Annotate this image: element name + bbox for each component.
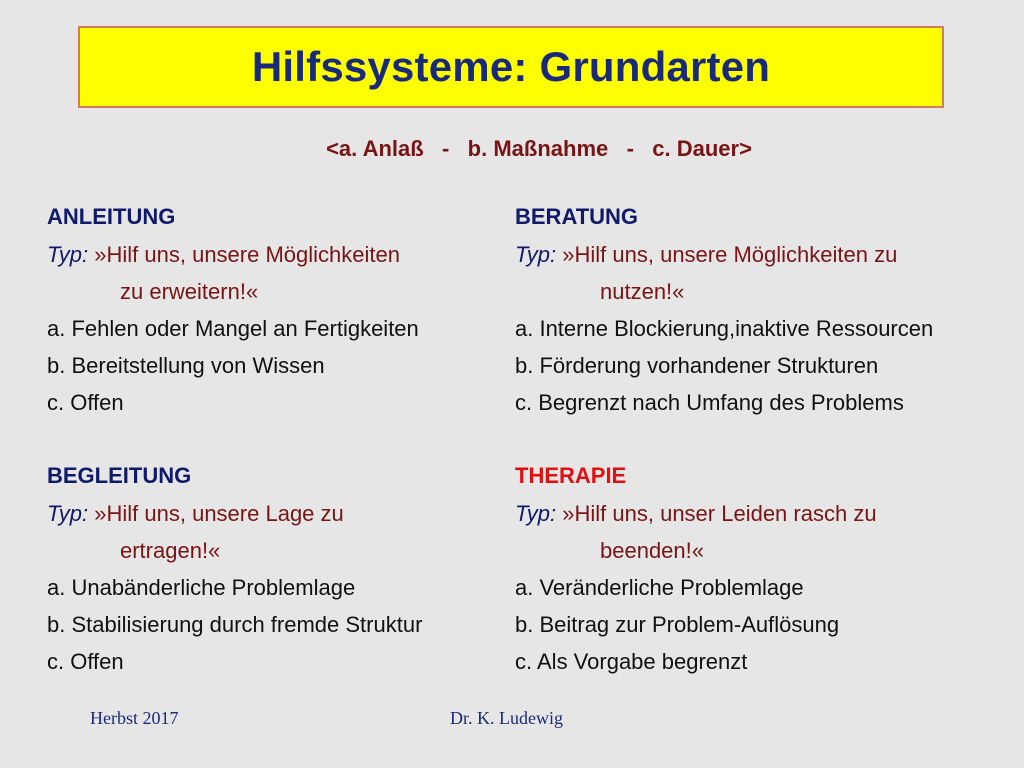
item-c: c. Begrenzt nach Umfang des Problems — [515, 390, 904, 415]
item-b: b. Förderung vorhandener Strukturen — [515, 353, 879, 378]
typ-quote-line1: »Hilf uns, unser Leiden rasch zu — [556, 501, 877, 526]
item-a: a. Unabänderliche Problemlage — [47, 575, 356, 600]
item-b: b. Stabilisierung durch fremde Struktur — [47, 612, 423, 637]
section-heading: ANLEITUNG — [47, 204, 176, 229]
item-c: c. Als Vorgabe begrenzt — [515, 649, 748, 674]
section-heading: BERATUNG — [515, 204, 639, 229]
section-typ-line — [515, 501, 877, 527]
item-a: a. Fehlen oder Mangel an Fertigkeiten — [47, 316, 419, 341]
typ-quote-line2: beenden!« — [600, 538, 704, 563]
section-typ-line — [515, 242, 897, 268]
footer-author: Dr. K. Ludewig — [450, 708, 563, 728]
typ-quote-line2: ertragen!« — [120, 538, 221, 563]
section-typ-line — [47, 242, 400, 268]
title-box — [78, 26, 944, 108]
section-heading: BEGLEITUNG — [47, 463, 192, 488]
section-heading: THERAPIE — [515, 463, 627, 488]
item-a: a. Veränderliche Problemlage — [515, 575, 804, 600]
typ-label: Typ: — [515, 501, 557, 526]
section-typ-line — [47, 501, 344, 527]
typ-quote-line2: zu erweitern!« — [120, 279, 259, 304]
typ-quote-line1: »Hilf uns, unsere Lage zu — [88, 501, 344, 526]
typ-label: Typ: — [47, 242, 89, 267]
item-b: b. Beitrag zur Problem-Auflösung — [515, 612, 840, 637]
item-c: c. Offen — [47, 649, 124, 674]
typ-label: Typ: — [47, 501, 89, 526]
typ-label: Typ: — [515, 242, 557, 267]
slide-title: Hilfssysteme: Grundarten — [251, 43, 771, 90]
slide-subtitle: <a. Anlaß - b. Maßnahme - c. Dauer> — [326, 136, 752, 161]
item-b: b. Bereitstellung von Wissen — [47, 353, 325, 378]
footer-date: Herbst 2017 — [90, 708, 179, 728]
typ-quote-line2: nutzen!« — [600, 279, 685, 304]
typ-quote-line1: »Hilf uns, unsere Möglichkeiten — [88, 242, 400, 267]
typ-quote-line1: »Hilf uns, unsere Möglichkeiten zu — [556, 242, 898, 267]
item-a: a. Interne Blockierung,inaktive Ressourcen — [515, 316, 934, 341]
item-c: c. Offen — [47, 390, 124, 415]
